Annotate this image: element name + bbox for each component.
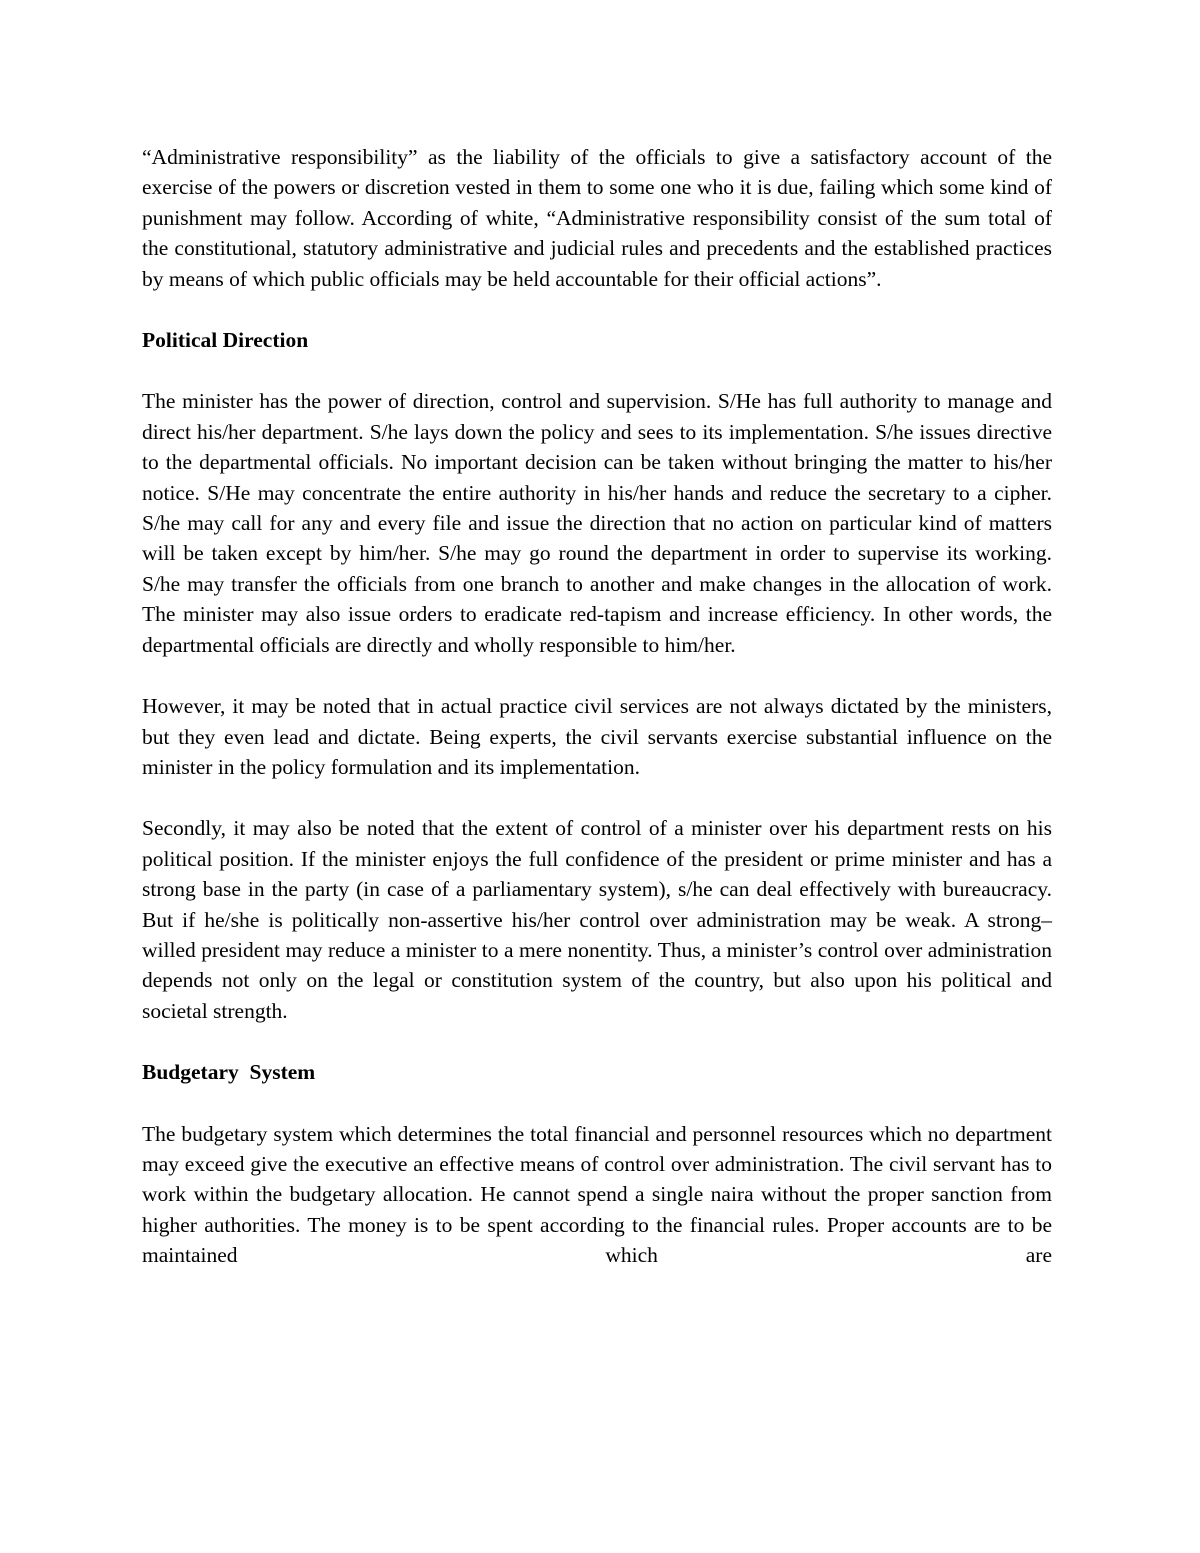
paragraph-spacer — [142, 660, 1052, 691]
paragraph-spacer — [142, 1026, 1052, 1057]
document-page — [142, 142, 1052, 1271]
budgetary-system-paragraph-1: The budgetary system which determines the total financial and personnel resources which no department may exceed give the executive an effective means of control over administration. The civil servant has to work within the budgetary allocation. He cannot spend a single naira without the proper sanction from higher authorities. The money is to be spent according to the financial rules. Proper accounts are to be maintained which are — [142, 1121, 1052, 1268]
political-direction-paragraph-1: The minister has the power of direction, control and supervision. S/He has full authority to manage and direct his/her department. S/he lays down the policy and sees to its implementation. S/he issues directive to the departmental officials. No important decision can be taken without bringing the matter to his/her notice. S/He may concentrate the entire authority in his/her hands and reduce the secretary to a cipher. S/he may call for any and every file and issue the direction that no action on particular kind of matters will be taken except by him/her. S/he may go round the department in order to supervise its working. S/he may transfer the officials from one branch to another and make changes in the allocation of work. The minister may also issue orders to eradicate red-tapism and increase efficiency. In other words, the departmental officials are directly and wholly responsible to him/her. — [142, 389, 1052, 657]
intro-paragraph: “Administrative responsibility” as the liability of the officials to give a satisfactory account of the exercise of the powers or discretion vested in them to some one who it is due, failing which some kind of punishment may follow. According of white, “Administrative responsibility consist of the sum total of the constitutional, statutory administrative and judicial rules and precedents and the established practices by means of which public officials may be held accountable for their official actions”. — [142, 145, 1052, 291]
political-direction-paragraph-3: Secondly, it may also be noted that the extent of control of a minister over his department rests on his political position. If the minister enjoys the full confidence of the president or prime minister and has a strong base in the party (in case of a parliamentary system), s/he can deal effectively with bureaucracy. But if he/she is politically non-assertive his/her control over administration may be weak. A strong–willed president may reduce a minister to a mere nonentity. Thus, a minister’s control over administration depends not only on the legal or constitution system of the country, but also upon his political and societal strength. — [142, 816, 1052, 1023]
paragraph-spacer — [142, 782, 1052, 813]
section-heading-budgetary-system: Budgetary System — [142, 1060, 316, 1085]
paragraph-spacer — [142, 294, 1052, 325]
paragraph-spacer — [142, 1088, 1052, 1119]
political-direction-paragraph-2: However, it may be noted that in actual practice civil services are not always dictated by the ministers, but they even lead and dictate. Being experts, the civil servants exercise substantial influence on the minister in the policy formulation and its implementation. — [142, 694, 1052, 779]
paragraph-spacer — [142, 355, 1052, 386]
section-heading-political-direction: Political Direction — [142, 328, 309, 353]
